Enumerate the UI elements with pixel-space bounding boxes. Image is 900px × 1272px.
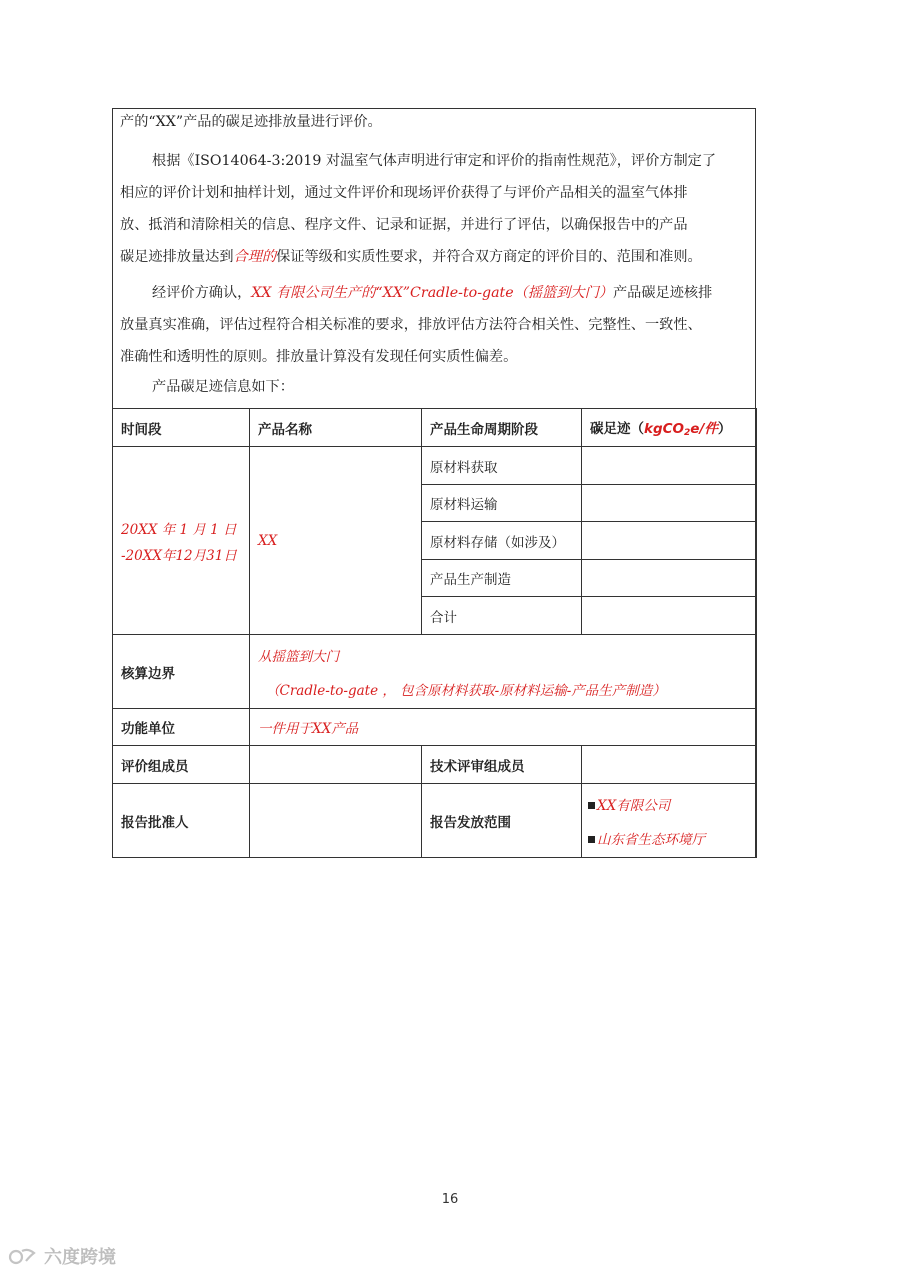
footprint-unit: kgCO$_2$e/件 — [644, 421, 718, 438]
approver-label: 报告批准人 — [113, 784, 250, 858]
paragraph-intro-end: 产的“XX”产品的碳足迹排放量进行评价。 — [120, 114, 382, 130]
stage-cell: 原材料运输 — [422, 485, 582, 522]
approver-value — [250, 784, 422, 858]
paragraph-confirm-line3: 准确性和透明性的原则。排放量计算没有发现任何实质性偏差。 — [120, 349, 518, 365]
product-cell: XX — [250, 447, 422, 635]
distribution-value — [582, 784, 757, 858]
page-number: 16 — [441, 1192, 459, 1207]
watermark-text: 六度跨境 — [44, 1247, 116, 1268]
distribution-item: 山东省生态环境厅 — [588, 828, 748, 848]
header-lifecycle-stage: 产品生命周期阶段 — [422, 409, 582, 447]
footprint-value-cell — [582, 447, 757, 485]
stage-cell: 原材料存储（如涉及） — [422, 522, 582, 560]
boundary-line2: （Cradle-to-gate ， 包含原材料获取-原材料运输-产品生产制造） — [266, 682, 666, 699]
table-row — [113, 447, 757, 485]
square-bullet-icon — [588, 836, 595, 843]
square-bullet-icon — [588, 802, 595, 809]
period-start: 20XX 年 1 月 1 日 — [121, 521, 237, 538]
paragraph-info-intro: 产品碳足迹信息如下： — [152, 379, 294, 395]
company-product-text: XX 有限公司生产的“XX”Cradle-to-gate（摇篮到大门） — [251, 285, 613, 301]
period-cell — [113, 447, 250, 635]
functional-unit-label: 功能单位 — [113, 709, 250, 746]
footprint-value-cell — [582, 597, 757, 635]
team-row — [113, 746, 757, 784]
boundary-row — [113, 635, 757, 709]
carbon-footprint-table — [112, 408, 757, 858]
tech-review-label: 技术评审组成员 — [422, 746, 582, 784]
boundary-line1: 从摇篮到大门 — [258, 648, 339, 665]
team-label: 评价组成员 — [113, 746, 250, 784]
functional-unit-row — [113, 709, 757, 746]
header-product-name: 产品名称 — [250, 409, 422, 447]
period-end: -20XX年12月31日 — [121, 547, 237, 564]
functional-unit-value: 一件用于XX产品 — [250, 709, 757, 746]
footprint-value-cell — [582, 560, 757, 597]
stage-cell: 合计 — [422, 597, 582, 635]
table-header-row — [113, 409, 757, 447]
footprint-value-cell — [582, 485, 757, 522]
paragraph-confirm-line1: 经评价方确认，XX 有限公司生产的“XX”Cradle-to-gate（摇篮到大门）产品碳足迹核排 — [152, 285, 713, 301]
tech-review-value — [582, 746, 757, 784]
team-value — [250, 746, 422, 784]
stage-cell: 产品生产制造 — [422, 560, 582, 597]
stage-cell: 原材料获取 — [422, 447, 582, 485]
distribution-label: 报告发放范围 — [422, 784, 582, 858]
paragraph-basis-line4: 碳足迹排放量达到合理的保证等级和实质性要求，并符合双方商定的评价目的、范围和准则。 — [120, 249, 702, 265]
header-carbon-footprint: 碳足迹（kgCO$_2$e/件） — [582, 409, 757, 447]
watermark — [8, 1243, 116, 1269]
footprint-value-cell — [582, 522, 757, 560]
distribution-item: XX有限公司 — [588, 794, 748, 814]
paragraph-basis-line2: 相应的评价计划和抽样计划，通过文件评价和现场评价获得了与评价产品相关的温室气体排 — [120, 185, 688, 201]
header-period: 时间段 — [113, 409, 250, 447]
paragraph-confirm-line2: 放量真实准确，评估过程符合相关标准的要求，排放评估方法符合相关性、完整性、一致性、 — [120, 317, 702, 333]
paragraph-basis-line1: 根据《ISO14064-3:2019 对温室气体声明进行审定和评价的指南性规范》，评价方制定了 — [152, 153, 717, 169]
paragraph-basis-line3: 放、抵消和清除相关的信息、程序文件、记录和证据，并进行了评估，以确保报告中的产品 — [120, 217, 688, 233]
approval-row — [113, 784, 757, 858]
boundary-label: 核算边界 — [113, 635, 250, 709]
reasonable-text: 合理的 — [233, 249, 277, 265]
boundary-value — [250, 635, 757, 709]
watermark-logo-icon — [8, 1246, 38, 1266]
